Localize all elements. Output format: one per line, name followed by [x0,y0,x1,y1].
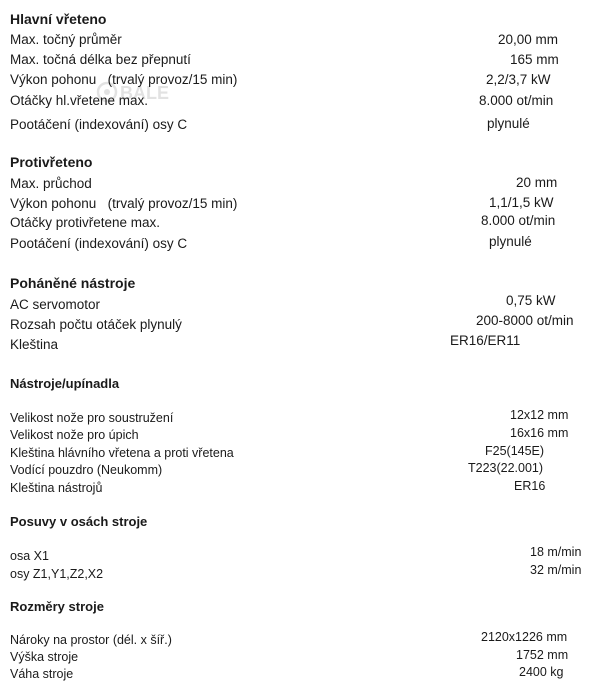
spec-value: T223(22.001) [468,461,544,475]
spec-label: Výška stroje [10,650,79,664]
spec-label: AC servomotor [10,297,101,312]
section-title-machine-dimensions: Rozměry stroje [10,599,104,614]
spec-value: 2,2/3,7 kW [486,72,551,87]
spec-label: Výkon pohonu (trvalý provoz/15 min) [10,72,238,87]
spec-value: 12x12 mm [510,408,569,422]
spec-value: 18 m/min [530,545,582,559]
section-title-driven-tools: Poháněné nástroje [10,275,136,291]
spec-value: 1752 mm [516,648,569,662]
spec-value: ER16/ER11 [450,333,521,348]
spec-label: Kleština hlávního vřetena a proti vřetena [10,446,234,460]
spec-label: Velikost nože pro úpich [10,428,139,442]
spec-value: 20 mm [516,175,558,190]
spec-label: Kleština nástrojů [10,481,103,495]
spec-label: osa X1 [10,549,49,563]
spec-value: 200-8000 ot/min [476,313,574,328]
spec-label: Velikost nože pro soustružení [10,411,174,425]
spec-label: Otáčky hl.vřetene max. [10,93,149,108]
spec-value: 2120x1226 mm [481,630,568,644]
spec-label: Max. točná délka bez přepnutí [10,52,191,67]
spec-label: Váha stroje [10,667,74,681]
spec-value: 1,1/1,5 kW [489,195,554,210]
spec-value: 32 m/min [530,563,582,577]
spec-value: plynulé [487,116,530,131]
spec-label: Vodící pouzdro (Neukomm) [10,463,163,477]
spec-value: 2400 kg [519,665,564,679]
spec-label: Otáčky protivřetene max. [10,215,161,230]
spec-value: 16x16 mm [510,426,569,440]
section-title-counter-spindle: Protivřeteno [10,154,93,170]
spec-value: 165 mm [510,52,559,67]
spec-label: Pootáčení (indexování) osy C [10,236,188,251]
spec-value: 0,75 kW [506,293,556,308]
spec-label: Kleština [10,337,59,352]
spec-label: osy Z1,Y1,Z2,X2 [10,567,104,581]
spec-label: Max. točný průměr [10,32,122,47]
spec-label: Výkon pohonu (trvalý provoz/15 min) [10,196,238,211]
spec-value: 8.000 ot/min [481,213,556,228]
spec-value: plynulé [489,234,532,249]
watermark-text: BALE [120,83,169,103]
spec-label: Max. průchod [10,176,92,191]
section-title-tools-clamping: Nástroje/upínadla [10,376,120,391]
spec-value: F25(145E) [485,444,545,458]
spec-label: Nároky na prostor (dél. x šíř.) [10,633,172,647]
spec-value: 20,00 mm [498,32,559,47]
spec-label: Rozsah počtu otáček plynulý [10,317,182,332]
section-title-axis-feeds: Posuvy v osách stroje [10,514,148,529]
spec-value: ER16 [514,479,546,493]
section-title-main-spindle: Hlavní vřeteno [10,11,107,27]
spec-value: 8.000 ot/min [479,93,554,108]
spec-label: Pootáčení (indexování) osy C [10,117,188,132]
